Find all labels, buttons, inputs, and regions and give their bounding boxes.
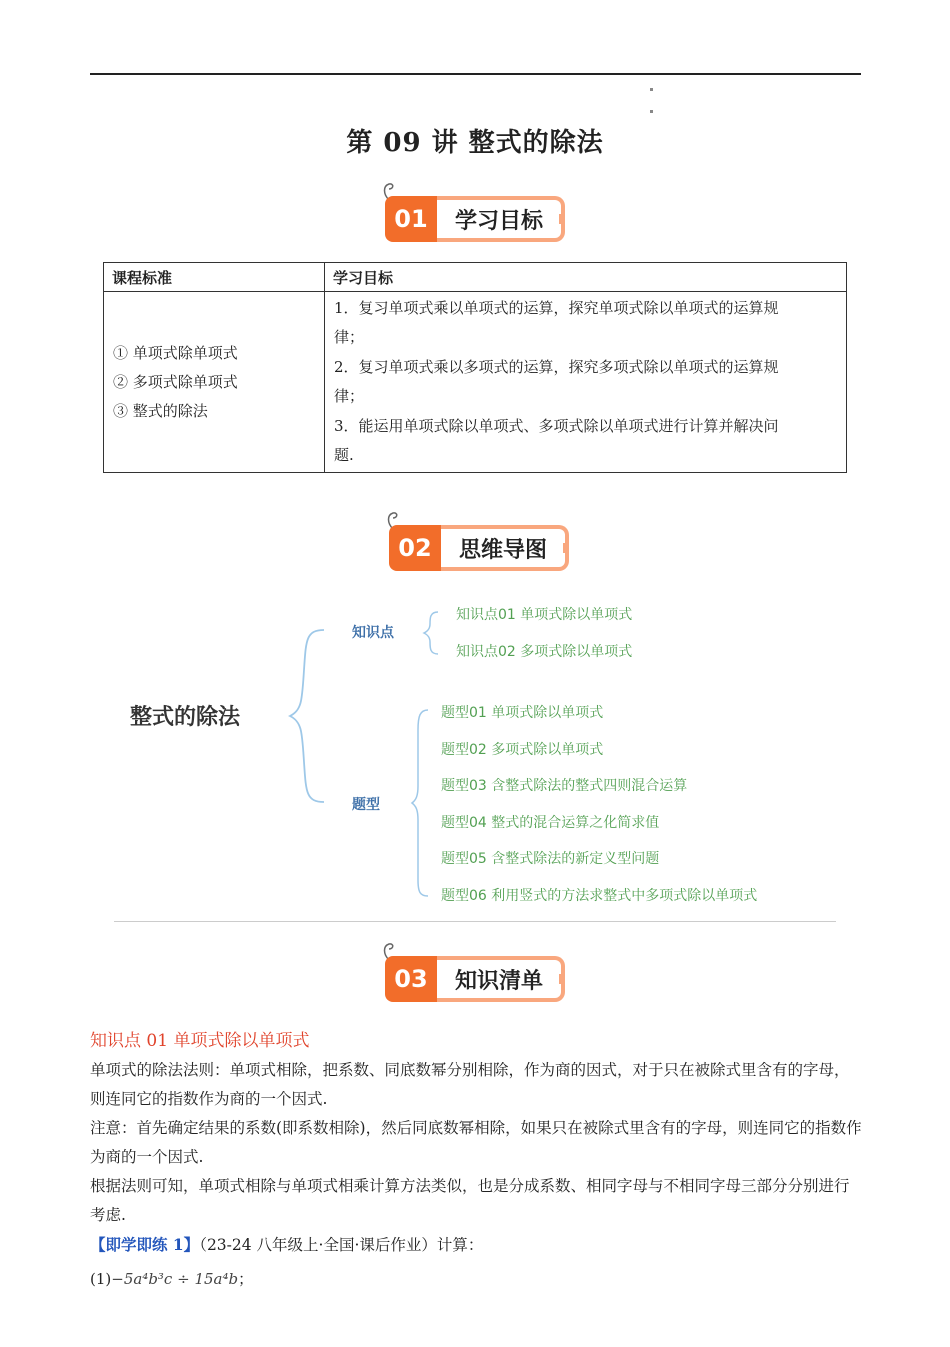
mindmap-type-item: 题型05 含整式除法的新定义型问题 — [441, 851, 660, 867]
mindmap-type-item: 题型06 利用竖式的方法求整式中多项式除以单项式 — [441, 888, 758, 904]
goal-line: 1．复习单项式乘以单项式的运算，探究单项式除以单项式的运算规 — [334, 298, 779, 317]
standard-item: ② 多项式除单项式 — [113, 372, 238, 391]
section-badge-02 — [389, 525, 573, 571]
page-title: 第 09 讲 整式的除法 — [346, 128, 604, 158]
goals-cell — [325, 292, 847, 473]
section-badge-03 — [385, 956, 569, 1002]
standards-cell — [104, 292, 325, 473]
mindmap-type-item: 题型02 多项式除以单项式 — [441, 742, 604, 758]
practice-text: （23-24 八年级上·全国·课后作业）计算： — [199, 1236, 484, 1254]
question-number: (1) — [90, 1270, 112, 1288]
math-expression: −5a⁴b³c ÷ 15a⁴b — [111, 1270, 239, 1288]
practice-tag: 【即学即练 1】 — [90, 1235, 200, 1254]
question-suffix: ； — [238, 1270, 254, 1288]
rule-paragraph: 单项式的除法法则：单项式相除，把系数、同底数幂分别相除，作为商的因式，对于只在被除式里含有的字母，则连同它的指数作为商的一个因式. — [90, 1061, 850, 1108]
table-header: 课程标准 — [104, 263, 325, 292]
standard-item: ③ 整式的除法 — [113, 401, 208, 420]
mindmap-type-item: 题型01 单项式除以单项式 — [441, 705, 604, 721]
mindmap-knowledge-item: 知识点02 多项式除以单项式 — [456, 644, 633, 660]
goal-line: 律； — [334, 328, 365, 346]
standard-item: ① 单项式除单项式 — [113, 343, 238, 362]
mindmap-type-item: 题型03 含整式除法的整式四则混合运算 — [441, 778, 688, 794]
mindmap-category-types: 题型 — [352, 797, 380, 813]
mindmap-root: 整式的除法 — [130, 705, 241, 730]
mindmap-category-knowledge: 知识点 — [352, 625, 394, 641]
question-1 — [90, 1268, 253, 1289]
practice-heading — [90, 1233, 483, 1255]
table-header: 学习目标 — [325, 263, 847, 292]
decor-dot — [650, 110, 653, 113]
mindmap-type-item: 题型04 整式的混合运算之化简求值 — [441, 815, 660, 831]
knowledge-point-title: 知识点 01 单项式除以单项式 — [90, 1031, 310, 1051]
section-badge-01 — [385, 196, 569, 242]
goal-line: 3．能运用单项式除以单项式、多项式除以单项式进行计算并解决问 — [334, 416, 779, 435]
section-number: 03 — [385, 956, 437, 1002]
goal-line: 律； — [334, 387, 365, 405]
divider — [114, 921, 836, 922]
goal-line: 题. — [334, 446, 354, 464]
decor-dot — [650, 88, 653, 91]
section-label: 思维导图 — [441, 525, 569, 571]
section-number: 01 — [385, 196, 437, 242]
header-rule — [90, 73, 861, 75]
goals-table — [103, 262, 847, 473]
section-number: 02 — [389, 525, 441, 571]
note-paragraph: 注意：首先确定结果的系数(即系数相除)，然后同底数幂相除，如果只在被除式里含有的字母，则连同它的指数作为商的一个因式. — [90, 1119, 862, 1166]
method-paragraph: 根据法则可知，单项式相除与单项式相乘计算方法类似，也是分成系数、相同字母与不相同字母三部分分别进行考虑. — [90, 1177, 850, 1224]
section-label: 知识清单 — [437, 956, 565, 1002]
goal-line: 2．复习单项式乘以多项式的运算，探究多项式除以单项式的运算规 — [334, 357, 779, 376]
section-label: 学习目标 — [437, 196, 565, 242]
mindmap-knowledge-item: 知识点01 单项式除以单项式 — [456, 607, 633, 623]
